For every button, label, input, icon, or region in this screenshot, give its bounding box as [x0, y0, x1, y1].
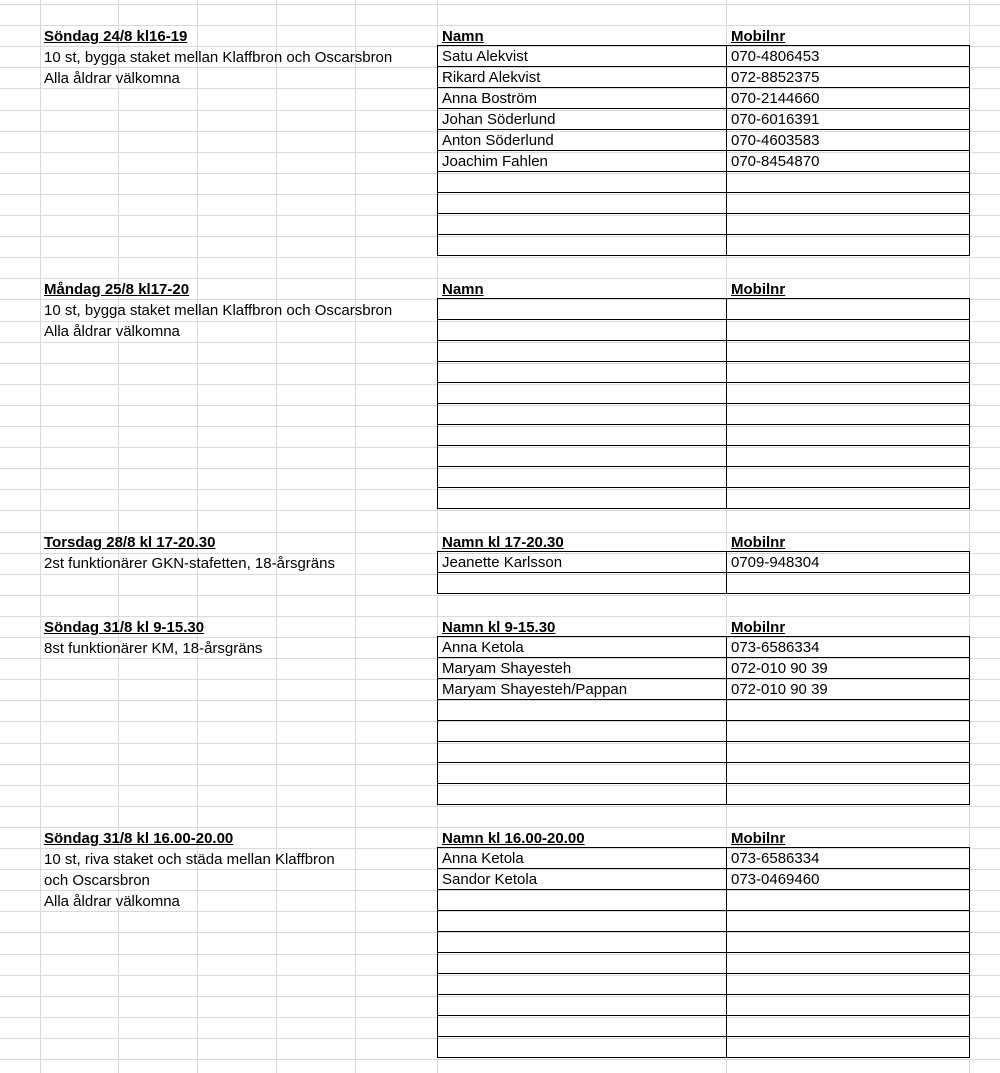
table-row [438, 341, 970, 362]
section-title: Söndag 24/8 kl16-19 [44, 28, 188, 45]
cell-name[interactable] [438, 467, 727, 488]
table-row [438, 890, 970, 911]
table-row [438, 953, 970, 974]
table-row [438, 488, 970, 509]
cell-phone[interactable] [727, 425, 970, 446]
table-row [438, 67, 970, 88]
section-title: Torsdag 28/8 kl 17-20.30 [44, 534, 216, 551]
cell-phone[interactable]: 073-6586334 [727, 637, 970, 658]
table-row [438, 109, 970, 130]
section-title: Söndag 31/8 kl 9-15.30 [44, 619, 205, 636]
gridline-vertical [40, 0, 41, 1073]
cell-name[interactable] [438, 721, 727, 742]
cell-name[interactable] [438, 763, 727, 784]
cell-name[interactable]: Satu Alekvist [438, 46, 727, 67]
section-description-line: Alla åldrar välkomna [44, 70, 180, 87]
cell-phone[interactable] [727, 995, 970, 1016]
gridline-horizontal [0, 510, 1000, 511]
cell-name[interactable] [438, 172, 727, 193]
section-description-line: 10 st, bygga staket mellan Klaffbron och Oscarsbron [44, 302, 393, 319]
table-row [438, 721, 970, 742]
cell-name[interactable] [438, 932, 727, 953]
cell-phone[interactable] [727, 721, 970, 742]
signup-table [437, 636, 970, 805]
gridline-horizontal [0, 806, 1000, 807]
table-row [438, 383, 970, 404]
cell-phone[interactable] [727, 974, 970, 995]
signup-table [437, 45, 970, 256]
cell-phone[interactable] [727, 1016, 970, 1037]
signup-table [437, 847, 970, 1058]
table-row [438, 848, 970, 869]
cell-phone[interactable] [727, 573, 970, 594]
gridline-vertical [355, 0, 356, 1073]
cell-phone[interactable]: 070-2144660 [727, 88, 970, 109]
gridline-horizontal [0, 4, 1000, 5]
cell-phone[interactable] [727, 911, 970, 932]
table-row [438, 214, 970, 235]
cell-name[interactable] [438, 193, 727, 214]
column-header-name: Namn [442, 28, 484, 45]
cell-name[interactable] [438, 383, 727, 404]
gridline-horizontal [0, 257, 1000, 258]
section-description-line: 10 st, bygga staket mellan Klaffbron och Oscarsbron [44, 49, 393, 66]
cell-phone[interactable] [727, 488, 970, 509]
cell-name[interactable] [438, 341, 727, 362]
section-description-line: Alla åldrar välkomna [44, 323, 180, 340]
section-description-line: 10 st, riva staket och städa mellan Klaffbron [44, 851, 335, 868]
table-row [438, 679, 970, 700]
cell-name[interactable]: Sandor Ketola [438, 869, 727, 890]
signup-table [437, 298, 970, 509]
table-row [438, 911, 970, 932]
cell-name[interactable]: Anna Boström [438, 88, 727, 109]
table-row [438, 404, 970, 425]
cell-name[interactable] [438, 299, 727, 320]
column-header-name: Namn [442, 281, 484, 298]
cell-phone[interactable]: 070-4806453 [727, 46, 970, 67]
column-header-phone: Mobilnr [731, 619, 786, 636]
cell-name[interactable]: Jeanette Karlsson [438, 552, 727, 573]
column-header-phone: Mobilnr [731, 281, 786, 298]
cell-name[interactable] [438, 742, 727, 763]
table-row [438, 172, 970, 193]
table-row [438, 932, 970, 953]
cell-phone[interactable] [727, 235, 970, 256]
table-row [438, 446, 970, 467]
column-header-phone: Mobilnr [731, 28, 786, 45]
column-header-phone: Mobilnr [731, 534, 786, 551]
cell-phone[interactable]: 070-8454870 [727, 151, 970, 172]
cell-name[interactable]: Anna Ketola [438, 848, 727, 869]
table-row [438, 235, 970, 256]
column-header-name: Namn kl 16.00-20.00 [442, 830, 585, 847]
cell-phone[interactable] [727, 214, 970, 235]
cell-name[interactable] [438, 446, 727, 467]
table-row [438, 320, 970, 341]
gridline-horizontal [0, 595, 1000, 596]
cell-phone[interactable]: 0709-948304 [727, 552, 970, 573]
table-row [438, 130, 970, 151]
table-row [438, 425, 970, 446]
cell-phone[interactable] [727, 446, 970, 467]
section-title: Söndag 31/8 kl 16.00-20.00 [44, 830, 234, 847]
section-description-line: 8st funktionärer KM, 18-årsgräns [44, 640, 263, 657]
table-row [438, 995, 970, 1016]
cell-name[interactable] [438, 362, 727, 383]
cell-name[interactable]: Anna Ketola [438, 637, 727, 658]
cell-phone[interactable]: 073-6586334 [727, 848, 970, 869]
cell-name[interactable] [438, 404, 727, 425]
table-row [438, 869, 970, 890]
cell-phone[interactable]: 070-4603583 [727, 130, 970, 151]
cell-name[interactable] [438, 214, 727, 235]
cell-phone[interactable] [727, 700, 970, 721]
section-title: Måndag 25/8 kl17-20 [44, 281, 190, 298]
cell-phone[interactable]: 072-8852375 [727, 67, 970, 88]
cell-name[interactable] [438, 784, 727, 805]
cell-name[interactable] [438, 1037, 727, 1058]
table-row [438, 573, 970, 594]
cell-phone[interactable] [727, 404, 970, 425]
table-row [438, 1016, 970, 1037]
cell-name[interactable] [438, 995, 727, 1016]
signup-table [437, 551, 970, 594]
table-row [438, 151, 970, 172]
cell-phone[interactable] [727, 784, 970, 805]
cell-phone[interactable] [727, 299, 970, 320]
column-header-name: Namn kl 9-15.30 [442, 619, 556, 636]
cell-phone[interactable]: 072-010 90 39 [727, 679, 970, 700]
cell-phone[interactable] [727, 763, 970, 784]
cell-name[interactable] [438, 1016, 727, 1037]
cell-phone[interactable]: 072-010 90 39 [727, 658, 970, 679]
cell-name[interactable] [438, 235, 727, 256]
table-row [438, 362, 970, 383]
cell-phone[interactable] [727, 932, 970, 953]
cell-phone[interactable] [727, 383, 970, 404]
cell-phone[interactable] [727, 467, 970, 488]
cell-name[interactable]: Rikard Alekvist [438, 67, 727, 88]
cell-name[interactable] [438, 573, 727, 594]
table-row [438, 700, 970, 721]
table-row [438, 974, 970, 995]
column-header-name: Namn kl 17-20.30 [442, 534, 564, 551]
cell-phone[interactable] [727, 320, 970, 341]
cell-phone[interactable] [727, 341, 970, 362]
cell-name[interactable] [438, 320, 727, 341]
table-row [438, 299, 970, 320]
table-row [438, 46, 970, 67]
cell-name[interactable] [438, 953, 727, 974]
cell-name[interactable] [438, 700, 727, 721]
cell-name[interactable] [438, 488, 727, 509]
table-row [438, 467, 970, 488]
cell-phone[interactable] [727, 1037, 970, 1058]
gridline-vertical [276, 0, 277, 1073]
cell-name[interactable] [438, 890, 727, 911]
cell-phone[interactable]: 070-6016391 [727, 109, 970, 130]
cell-phone[interactable] [727, 742, 970, 763]
cell-name[interactable] [438, 911, 727, 932]
cell-phone[interactable] [727, 193, 970, 214]
cell-phone[interactable] [727, 362, 970, 383]
table-row [438, 193, 970, 214]
cell-name[interactable]: Maryam Shayesteh [438, 658, 727, 679]
table-row [438, 637, 970, 658]
cell-name[interactable] [438, 425, 727, 446]
cell-name[interactable]: Maryam Shayesteh/Pappan [438, 679, 727, 700]
cell-phone[interactable] [727, 890, 970, 911]
table-row [438, 552, 970, 573]
table-row [438, 88, 970, 109]
cell-phone[interactable]: 073-0469460 [727, 869, 970, 890]
cell-name[interactable]: Joachim Fahlen [438, 151, 727, 172]
table-row [438, 742, 970, 763]
table-row [438, 784, 970, 805]
section-description-line: 2st funktionärer GKN-stafetten, 18-årsgräns [44, 555, 335, 572]
cell-phone[interactable] [727, 953, 970, 974]
section-description-line: och Oscarsbron [44, 872, 150, 889]
table-row [438, 763, 970, 784]
table-row [438, 658, 970, 679]
gridline-horizontal [0, 1059, 1000, 1060]
cell-name[interactable]: Anton Söderlund [438, 130, 727, 151]
column-header-phone: Mobilnr [731, 830, 786, 847]
cell-name[interactable]: Johan Söderlund [438, 109, 727, 130]
cell-phone[interactable] [727, 172, 970, 193]
section-description-line: Alla åldrar välkomna [44, 893, 180, 910]
table-row [438, 1037, 970, 1058]
cell-name[interactable] [438, 974, 727, 995]
